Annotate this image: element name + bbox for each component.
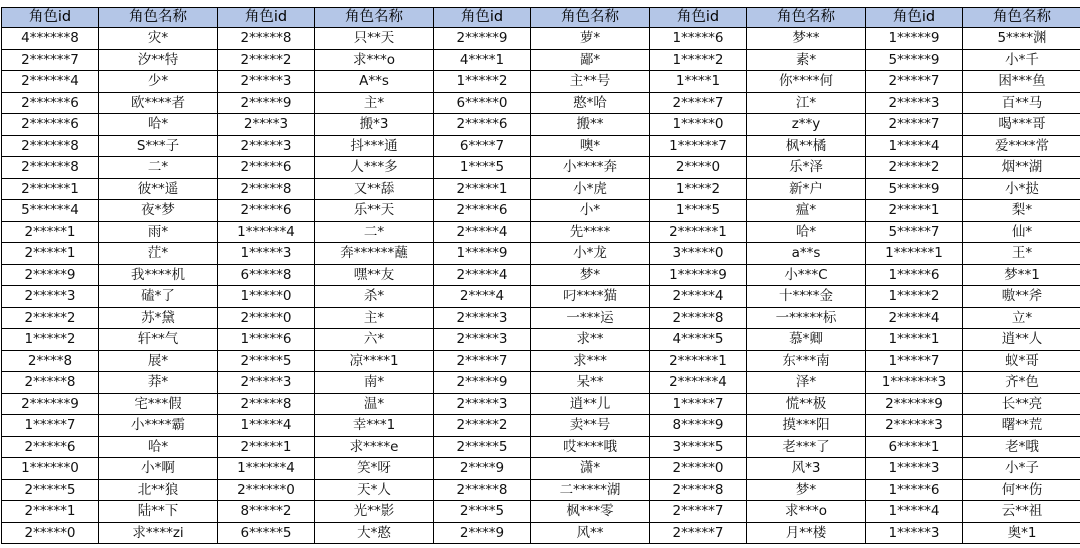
cell-role-name[interactable]: 江* xyxy=(747,92,866,114)
cell-role-name[interactable]: 人***多 xyxy=(315,157,434,179)
table-row xyxy=(2,415,1080,437)
cell-role-id[interactable]: 3*****5 xyxy=(650,436,747,458)
cell-role-id[interactable]: 2*****3 xyxy=(218,372,315,394)
cell-role-name[interactable]: 小****奔 xyxy=(531,157,650,179)
table-row xyxy=(2,92,1080,114)
cell-role-id[interactable]: 1*****6 xyxy=(866,479,963,501)
cell-role-id[interactable]: 2*****2 xyxy=(866,157,963,179)
table-row xyxy=(2,372,1080,394)
cell-role-id[interactable]: 2*****7 xyxy=(866,114,963,136)
cell-role-name[interactable]: 枫***零 xyxy=(531,501,650,523)
cell-role-name[interactable]: 十****金 xyxy=(747,286,866,308)
table-row xyxy=(2,243,1080,265)
cell-role-id[interactable]: 1*****7 xyxy=(650,393,747,415)
header-role-name[interactable]: 角色名称 xyxy=(747,8,866,28)
cell-role-name[interactable]: 光**影 xyxy=(315,501,434,523)
cell-role-name[interactable]: 老***了 xyxy=(747,436,866,458)
table-row xyxy=(2,436,1080,458)
cell-role-name[interactable]: 小***C xyxy=(747,264,866,286)
role-table xyxy=(1,7,1080,544)
cell-role-id[interactable]: 2*****4 xyxy=(434,221,531,243)
cell-role-id[interactable]: 1*******3 xyxy=(866,372,963,394)
cell-role-name[interactable]: 求****zi xyxy=(99,522,218,544)
cell-role-id[interactable]: 2*****5 xyxy=(2,479,99,501)
table-row xyxy=(2,49,1080,71)
cell-role-name[interactable]: 喝***哥 xyxy=(963,114,1080,136)
cell-role-name[interactable]: 百**马 xyxy=(963,92,1080,114)
cell-role-id[interactable]: 2****4 xyxy=(434,286,531,308)
cell-role-id[interactable]: 2*****7 xyxy=(650,92,747,114)
cell-role-id[interactable]: 1*****3 xyxy=(866,458,963,480)
cell-role-name[interactable]: 何**伤 xyxy=(963,479,1080,501)
cell-role-id[interactable]: 2*****8 xyxy=(650,479,747,501)
cell-role-id[interactable]: 2*****2 xyxy=(434,415,531,437)
cell-role-name[interactable]: 先**** xyxy=(531,221,650,243)
cell-role-id[interactable]: 2****9 xyxy=(434,458,531,480)
cell-role-name[interactable]: 逍**儿 xyxy=(531,393,650,415)
cell-role-name[interactable]: 乐*泽 xyxy=(747,157,866,179)
cell-role-id[interactable]: 1*****4 xyxy=(218,415,315,437)
cell-role-name[interactable]: 欧****者 xyxy=(99,92,218,114)
cell-role-id[interactable]: 2*****0 xyxy=(2,522,99,544)
cell-role-id[interactable]: 4******8 xyxy=(2,28,99,50)
cell-role-name[interactable]: 梦* xyxy=(747,479,866,501)
cell-role-name[interactable]: 嗷**斧 xyxy=(963,286,1080,308)
cell-role-id[interactable]: 2******8 xyxy=(2,157,99,179)
cell-role-name[interactable]: 求***o xyxy=(315,49,434,71)
cell-role-name[interactable]: 茳* xyxy=(99,243,218,265)
cell-role-name[interactable]: 鄙* xyxy=(531,49,650,71)
table-row xyxy=(2,264,1080,286)
cell-role-name[interactable]: 老*哦 xyxy=(963,436,1080,458)
cell-role-name[interactable]: 王* xyxy=(963,243,1080,265)
cell-role-id[interactable]: 1*****7 xyxy=(866,350,963,372)
cell-role-id[interactable]: 2******4 xyxy=(2,71,99,93)
cell-role-name[interactable]: 爱****常 xyxy=(963,135,1080,157)
table-row xyxy=(2,200,1080,222)
header-role-id[interactable]: 角色id xyxy=(866,8,963,28)
cell-role-name[interactable]: 搬** xyxy=(531,114,650,136)
cell-role-id[interactable]: 2*****8 xyxy=(650,307,747,329)
cell-role-id[interactable]: 2*****1 xyxy=(2,501,99,523)
cell-role-name[interactable]: 抖***通 xyxy=(315,135,434,157)
cell-role-name[interactable]: 南* xyxy=(315,372,434,394)
cell-role-name[interactable]: 长**亮 xyxy=(963,393,1080,415)
cell-role-name[interactable]: 梦* xyxy=(531,264,650,286)
cell-role-id[interactable]: 2****9 xyxy=(434,522,531,544)
cell-role-id[interactable]: 2*****1 xyxy=(218,436,315,458)
cell-role-id[interactable]: 8*****2 xyxy=(218,501,315,523)
cell-role-id[interactable]: 6*****0 xyxy=(434,92,531,114)
table-row xyxy=(2,350,1080,372)
cell-role-id[interactable]: 2*****0 xyxy=(650,458,747,480)
cell-role-name[interactable]: 枫**橘 xyxy=(747,135,866,157)
cell-role-name[interactable]: 风*3 xyxy=(747,458,866,480)
cell-role-name[interactable]: 仙* xyxy=(963,221,1080,243)
cell-role-id[interactable]: 1****2 xyxy=(650,178,747,200)
header-role-id[interactable]: 角色id xyxy=(218,8,315,28)
cell-role-name[interactable]: 摸***阳 xyxy=(747,415,866,437)
cell-role-name[interactable]: 求***o xyxy=(747,501,866,523)
cell-role-name[interactable]: 又**舔 xyxy=(315,178,434,200)
cell-role-name[interactable]: 宅***假 xyxy=(99,393,218,415)
header-role-id[interactable]: 角色id xyxy=(2,8,99,28)
cell-role-name[interactable]: 夜*梦 xyxy=(99,200,218,222)
cell-role-name[interactable]: 新*户 xyxy=(747,178,866,200)
cell-role-name[interactable]: 主* xyxy=(315,307,434,329)
cell-role-name[interactable]: 一***运 xyxy=(531,307,650,329)
cell-role-id[interactable]: 5*****9 xyxy=(866,178,963,200)
cell-role-name[interactable]: 乐**天 xyxy=(315,200,434,222)
cell-role-id[interactable]: 2*****8 xyxy=(434,479,531,501)
cell-role-name[interactable]: 云**祖 xyxy=(963,501,1080,523)
cell-role-name[interactable]: 小* xyxy=(531,200,650,222)
cell-role-id[interactable]: 1*****2 xyxy=(2,329,99,351)
cell-role-id[interactable]: 2*****3 xyxy=(434,393,531,415)
table-row xyxy=(2,178,1080,200)
cell-role-id[interactable]: 2******9 xyxy=(2,393,99,415)
cell-role-name[interactable]: 梨* xyxy=(963,200,1080,222)
cell-role-id[interactable]: 4*****5 xyxy=(650,329,747,351)
cell-role-name[interactable]: a**s xyxy=(747,243,866,265)
cell-role-name[interactable]: 灾* xyxy=(99,28,218,50)
cell-role-name[interactable]: 求*** xyxy=(531,350,650,372)
cell-role-id[interactable]: 2*****6 xyxy=(218,200,315,222)
table-row xyxy=(2,329,1080,351)
cell-role-id[interactable]: 1*****1 xyxy=(866,329,963,351)
table-row xyxy=(2,114,1080,136)
table-row xyxy=(2,479,1080,501)
cell-role-id[interactable]: 6*****8 xyxy=(218,264,315,286)
table-row xyxy=(2,221,1080,243)
cell-role-id[interactable]: 2*****8 xyxy=(218,393,315,415)
cell-role-id[interactable]: 2*****0 xyxy=(218,307,315,329)
cell-role-name[interactable]: 立* xyxy=(963,307,1080,329)
cell-role-id[interactable]: 2*****3 xyxy=(434,307,531,329)
header-role-name[interactable]: 角色名称 xyxy=(963,8,1080,28)
cell-role-name[interactable]: 哈* xyxy=(99,114,218,136)
header-role-name[interactable]: 角色名称 xyxy=(99,8,218,28)
table-row xyxy=(2,157,1080,179)
cell-role-name[interactable]: 汐**特 xyxy=(99,49,218,71)
cell-role-id[interactable]: 2*****7 xyxy=(866,71,963,93)
cell-role-name[interactable]: 困***鱼 xyxy=(963,71,1080,93)
cell-role-id[interactable]: 1****5 xyxy=(650,200,747,222)
cell-role-name[interactable]: 萝* xyxy=(531,28,650,50)
cell-role-id[interactable]: 2****5 xyxy=(434,501,531,523)
header-role-name[interactable]: 角色名称 xyxy=(531,8,650,28)
cell-role-id[interactable]: 6*****1 xyxy=(866,436,963,458)
cell-role-id[interactable]: 1*****4 xyxy=(866,501,963,523)
cell-role-name[interactable]: 主**号 xyxy=(531,71,650,93)
cell-role-name[interactable]: 展* xyxy=(99,350,218,372)
cell-role-id[interactable]: 2******6 xyxy=(2,92,99,114)
cell-role-id[interactable]: 2******9 xyxy=(866,393,963,415)
cell-role-id[interactable]: 2******8 xyxy=(2,135,99,157)
cell-role-id[interactable]: 2*****4 xyxy=(650,286,747,308)
table-row xyxy=(2,28,1080,50)
cell-role-name[interactable]: 东***南 xyxy=(747,350,866,372)
cell-role-id[interactable]: 2*****3 xyxy=(2,286,99,308)
cell-role-id[interactable]: 3*****0 xyxy=(650,243,747,265)
cell-role-name[interactable]: 莽* xyxy=(99,372,218,394)
cell-role-id[interactable]: 1*****2 xyxy=(434,71,531,93)
cell-role-id[interactable]: 2*****1 xyxy=(866,200,963,222)
cell-role-id[interactable]: 2*****9 xyxy=(2,264,99,286)
cell-role-id[interactable]: 2*****3 xyxy=(434,329,531,351)
cell-role-name[interactable]: 素* xyxy=(747,49,866,71)
cell-role-id[interactable]: 2******3 xyxy=(866,415,963,437)
cell-role-id[interactable]: 2*****2 xyxy=(218,49,315,71)
cell-role-id[interactable]: 2****8 xyxy=(2,350,99,372)
cell-role-id[interactable]: 8*****9 xyxy=(650,415,747,437)
cell-role-id[interactable]: 1*****2 xyxy=(866,286,963,308)
cell-role-name[interactable]: 小*挞 xyxy=(963,178,1080,200)
cell-role-id[interactable]: 5*****9 xyxy=(866,49,963,71)
cell-role-id[interactable]: 2*****5 xyxy=(434,436,531,458)
cell-role-name[interactable]: 北**狼 xyxy=(99,479,218,501)
cell-role-id[interactable]: 1*****4 xyxy=(866,135,963,157)
cell-role-id[interactable]: 1*****7 xyxy=(2,415,99,437)
cell-role-id[interactable]: 2*****8 xyxy=(2,372,99,394)
cell-role-id[interactable]: 5*****7 xyxy=(866,221,963,243)
cell-role-id[interactable]: 6*****5 xyxy=(218,522,315,544)
cell-role-name[interactable]: 幸***1 xyxy=(315,415,434,437)
cell-role-name[interactable]: 笑*呀 xyxy=(315,458,434,480)
cell-role-name[interactable]: 齐*色 xyxy=(963,372,1080,394)
cell-role-name[interactable]: 苏*黛 xyxy=(99,307,218,329)
cell-role-id[interactable]: 1******9 xyxy=(650,264,747,286)
cell-role-id[interactable]: 2*****3 xyxy=(218,135,315,157)
cell-role-name[interactable]: 求** xyxy=(531,329,650,351)
header-role-id[interactable]: 角色id xyxy=(434,8,531,28)
cell-role-id[interactable]: 2*****6 xyxy=(434,200,531,222)
cell-role-id[interactable]: 1****5 xyxy=(434,157,531,179)
cell-role-name[interactable]: 曙**荒 xyxy=(963,415,1080,437)
cell-role-id[interactable]: 1*****0 xyxy=(650,114,747,136)
cell-role-name[interactable]: 梦** xyxy=(747,28,866,50)
table-row xyxy=(2,501,1080,523)
cell-role-id[interactable]: 2*****6 xyxy=(2,436,99,458)
cell-role-name[interactable]: 逍**人 xyxy=(963,329,1080,351)
table-row xyxy=(2,458,1080,480)
cell-role-name[interactable]: 小*千 xyxy=(963,49,1080,71)
table-body xyxy=(2,28,1080,544)
cell-role-id[interactable]: 2******1 xyxy=(650,221,747,243)
table-header xyxy=(2,8,1080,28)
cell-role-name[interactable]: 呆** xyxy=(531,372,650,394)
cell-role-name[interactable]: 哈* xyxy=(99,436,218,458)
cell-role-name[interactable]: 慕*卿 xyxy=(747,329,866,351)
cell-role-name[interactable]: 天*人 xyxy=(315,479,434,501)
cell-role-name[interactable]: 潇* xyxy=(531,458,650,480)
cell-role-name[interactable]: 小*龙 xyxy=(531,243,650,265)
cell-role-name[interactable]: 二*****湖 xyxy=(531,479,650,501)
cell-role-name[interactable]: 二* xyxy=(99,157,218,179)
cell-role-id[interactable]: 1*****9 xyxy=(866,28,963,50)
cell-role-id[interactable]: 1*****2 xyxy=(650,49,747,71)
table-row xyxy=(2,307,1080,329)
cell-role-id[interactable]: 1******0 xyxy=(2,458,99,480)
cell-role-name[interactable]: 彼**遥 xyxy=(99,178,218,200)
cell-role-id[interactable]: 2*****8 xyxy=(218,178,315,200)
cell-role-id[interactable]: 6****7 xyxy=(434,135,531,157)
cell-role-id[interactable]: 1*****6 xyxy=(866,264,963,286)
cell-role-id[interactable]: 5******4 xyxy=(2,200,99,222)
cell-role-name[interactable]: 少* xyxy=(99,71,218,93)
cell-role-id[interactable]: 2*****7 xyxy=(650,501,747,523)
cell-role-name[interactable]: 轩**气 xyxy=(99,329,218,351)
cell-role-name[interactable]: 求****e xyxy=(315,436,434,458)
cell-role-id[interactable]: 1******7 xyxy=(650,135,747,157)
cell-role-id[interactable]: 2*****3 xyxy=(866,92,963,114)
header-role-id[interactable]: 角色id xyxy=(650,8,747,28)
cell-role-id[interactable]: 2*****1 xyxy=(2,221,99,243)
cell-role-name[interactable]: 蚁*哥 xyxy=(963,350,1080,372)
cell-role-name[interactable]: 只**天 xyxy=(315,28,434,50)
cell-role-id[interactable]: 2******1 xyxy=(2,178,99,200)
cell-role-id[interactable]: 2******4 xyxy=(650,372,747,394)
cell-role-id[interactable]: 2*****1 xyxy=(2,243,99,265)
cell-role-name[interactable]: 我****机 xyxy=(99,264,218,286)
cell-role-id[interactable]: 2******1 xyxy=(650,350,747,372)
cell-role-id[interactable]: 1*****6 xyxy=(650,28,747,50)
table-row xyxy=(2,286,1080,308)
cell-role-id[interactable]: 2****0 xyxy=(650,157,747,179)
cell-role-id[interactable]: 2*****6 xyxy=(434,114,531,136)
cell-role-name[interactable]: 慌**极 xyxy=(747,393,866,415)
cell-role-id[interactable]: 1******4 xyxy=(218,221,315,243)
cell-role-name[interactable]: 小*子 xyxy=(963,458,1080,480)
table-row xyxy=(2,71,1080,93)
cell-role-name[interactable]: S***子 xyxy=(99,135,218,157)
cell-role-id[interactable]: 1*****6 xyxy=(218,329,315,351)
cell-role-id[interactable]: 2*****7 xyxy=(434,350,531,372)
cell-role-id[interactable]: 1*****0 xyxy=(218,286,315,308)
cell-role-name[interactable]: 憨*哈 xyxy=(531,92,650,114)
cell-role-name[interactable]: 奔******蘸 xyxy=(315,243,434,265)
cell-role-id[interactable]: 2*****1 xyxy=(434,178,531,200)
cell-role-name[interactable]: 你****何 xyxy=(747,71,866,93)
cell-role-id[interactable]: 2******0 xyxy=(218,479,315,501)
table-row xyxy=(2,135,1080,157)
cell-role-name[interactable]: 5****渊 xyxy=(963,28,1080,50)
cell-role-name[interactable]: z**y xyxy=(747,114,866,136)
cell-role-name[interactable]: 哈* xyxy=(747,221,866,243)
header-role-name[interactable]: 角色名称 xyxy=(315,8,434,28)
cell-role-id[interactable]: 2*****4 xyxy=(866,307,963,329)
cell-role-id[interactable]: 2******7 xyxy=(2,49,99,71)
cell-role-name[interactable]: 卖**号 xyxy=(531,415,650,437)
cell-role-name[interactable]: 小****霸 xyxy=(99,415,218,437)
cell-role-id[interactable]: 2*****7 xyxy=(650,522,747,544)
cell-role-name[interactable]: 小*虎 xyxy=(531,178,650,200)
cell-role-name[interactable]: 奥*1 xyxy=(963,522,1080,544)
cell-role-id[interactable]: 2****3 xyxy=(218,114,315,136)
cell-role-name[interactable]: 六* xyxy=(315,329,434,351)
cell-role-id[interactable]: 1*****3 xyxy=(866,522,963,544)
cell-role-id[interactable]: 4****1 xyxy=(434,49,531,71)
cell-role-name[interactable]: 哎****哦 xyxy=(531,436,650,458)
cell-role-name[interactable]: 月**楼 xyxy=(747,522,866,544)
cell-role-id[interactable]: 2*****9 xyxy=(218,92,315,114)
cell-role-name[interactable]: 一*****标 xyxy=(747,307,866,329)
cell-role-name[interactable]: 梦**1 xyxy=(963,264,1080,286)
cell-role-id[interactable]: 1*****9 xyxy=(434,243,531,265)
table-row xyxy=(2,393,1080,415)
cell-role-name[interactable]: 瘟* xyxy=(747,200,866,222)
cell-role-name[interactable]: 小*啊 xyxy=(99,458,218,480)
cell-role-id[interactable]: 2******6 xyxy=(2,114,99,136)
cell-role-id[interactable]: 2*****6 xyxy=(218,157,315,179)
cell-role-name[interactable]: 烟**湖 xyxy=(963,157,1080,179)
cell-role-id[interactable]: 1******1 xyxy=(866,243,963,265)
cell-role-name[interactable]: 磕*了 xyxy=(99,286,218,308)
cell-role-id[interactable]: 2*****8 xyxy=(218,28,315,50)
cell-role-name[interactable]: 泽* xyxy=(747,372,866,394)
cell-role-name[interactable]: 温* xyxy=(315,393,434,415)
cell-role-name[interactable]: 大*憨 xyxy=(315,522,434,544)
cell-role-id[interactable]: 2*****9 xyxy=(434,28,531,50)
cell-role-id[interactable]: 2*****2 xyxy=(2,307,99,329)
cell-role-name[interactable]: 陆**下 xyxy=(99,501,218,523)
cell-role-name[interactable]: 雨* xyxy=(99,221,218,243)
cell-role-name[interactable]: 叼****猫 xyxy=(531,286,650,308)
cell-role-name[interactable]: 嘿**友 xyxy=(315,264,434,286)
cell-role-name[interactable]: 凉****1 xyxy=(315,350,434,372)
cell-role-id[interactable]: 2*****3 xyxy=(218,71,315,93)
table-row xyxy=(2,522,1080,544)
cell-role-name[interactable]: 风** xyxy=(531,522,650,544)
cell-role-name[interactable]: A**s xyxy=(315,71,434,93)
cell-role-name[interactable]: 杀* xyxy=(315,286,434,308)
cell-role-name[interactable]: 主* xyxy=(315,92,434,114)
cell-role-id[interactable]: 2*****9 xyxy=(434,372,531,394)
cell-role-name[interactable]: 二* xyxy=(315,221,434,243)
cell-role-name[interactable]: 搬*3 xyxy=(315,114,434,136)
cell-role-id[interactable]: 1****1 xyxy=(650,71,747,93)
cell-role-id[interactable]: 1******4 xyxy=(218,458,315,480)
cell-role-id[interactable]: 2*****4 xyxy=(434,264,531,286)
cell-role-id[interactable]: 2*****5 xyxy=(218,350,315,372)
cell-role-id[interactable]: 1*****3 xyxy=(218,243,315,265)
cell-role-name[interactable]: 噢* xyxy=(531,135,650,157)
header-row xyxy=(2,8,1080,28)
